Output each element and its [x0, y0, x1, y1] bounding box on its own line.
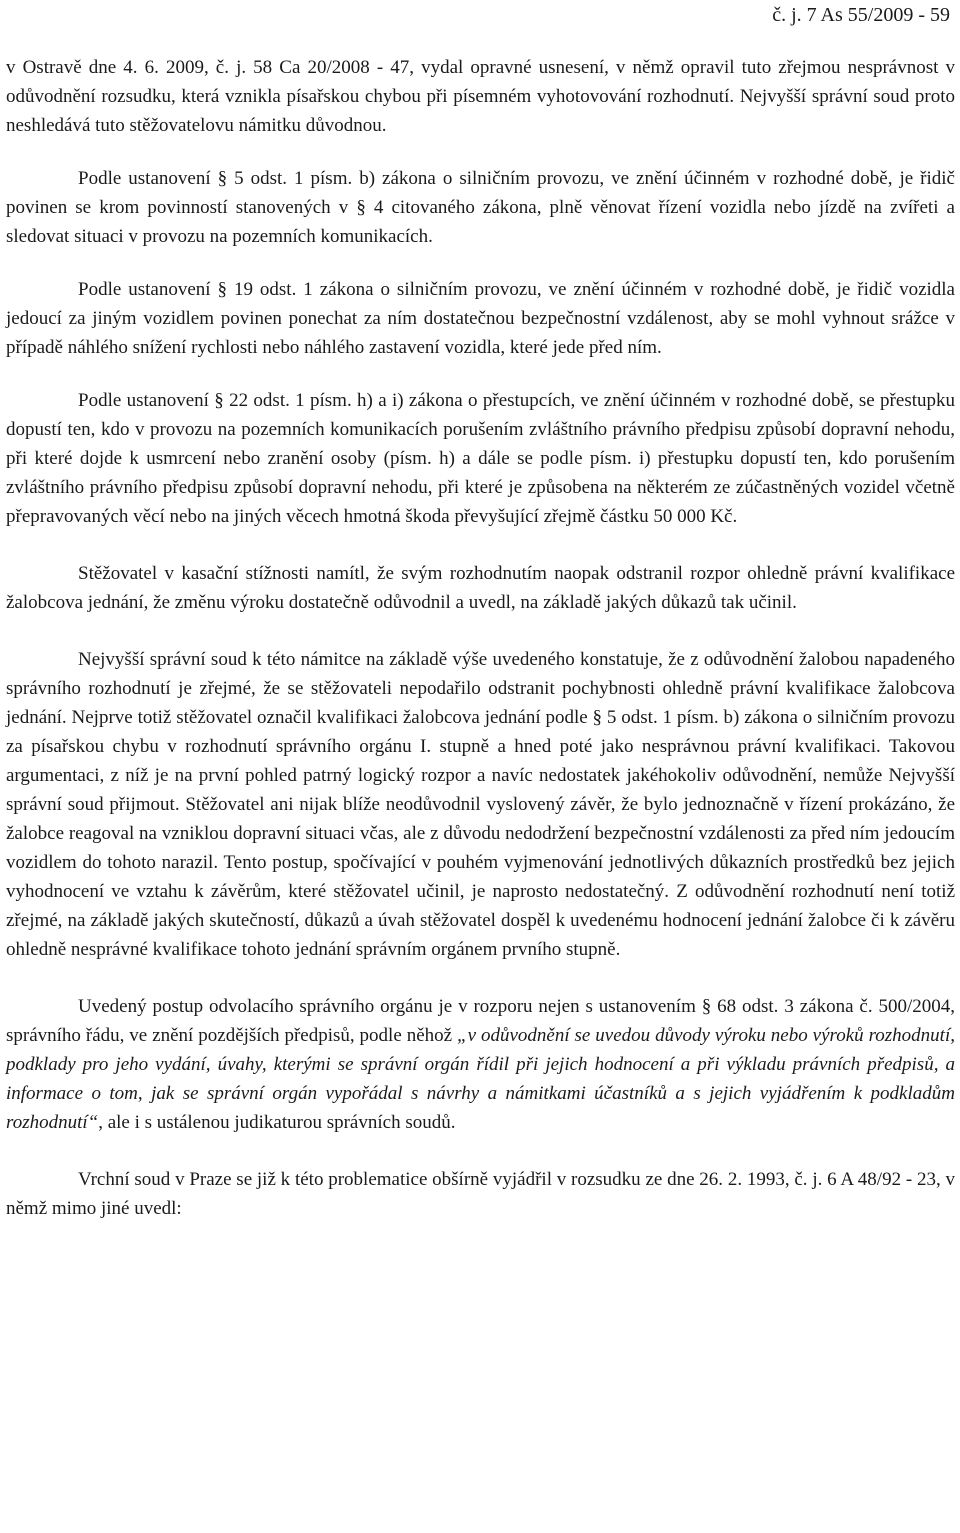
paragraph-3: Podle ustanovení § 19 odst. 1 zákona o silničním provozu, ve znění účinném v rozhodné době, je řidič vozidla jedoucí za jiným vozidlem povinen ponechat za ním dostatečnou bezpečnostní vzdálenost, aby se mohl vyhnout srážce v případě náhlého snížení rychlosti nebo náhlého zastavení vozidla, které jede před ním. — [6, 279, 955, 358]
paragraph-4: Podle ustanovení § 22 odst. 1 písm. h) a i) zákona o přestupcích, ve znění účinném v rozhodné době, se přestupku dopustí ten, kdo v provozu na pozemních komunikacích porušením zvláštního právního předpisu způsobí dopravní nehodu, při které dojde k usmrcení nebo zranění osoby (písm. h) a dále se podle písm. i) přestupku dopustí ten, kdo porušením zvláštního právního předpisu způsobí dopravní nehodu, při které je způsobena na některém ze zúčastněných vozidel včetně přepravovaných věcí nebo na jiných věcech hmotná škoda převyšující zřejmě částku 50 000 Kč. — [6, 390, 955, 527]
statutory-quote: „v odůvodnění se uvedou důvody výroku nebo výroků rozhodnutí, podklady pro jeho vydání, úvahy, kterými se správní orgán řídil při jejich hodnocení a při výkladu právních předpisů, a informace o tom, jak se správní orgán vypořádal s návrhy a námitkami účastníků a s jejich vyjádřením k podkladům rozhodnutí“ — [6, 1025, 955, 1133]
paragraph-7 — [6, 992, 955, 1137]
paragraph-6: Nejvyšší správní soud k této námitce na základě výše uvedeného konstatuje, že z odůvodnění žalobou napadeného správního rozhodnutí je zřejmé, že se stěžovateli nepodařilo odstranit pochybnosti ohledně právní kvalifikace žalobcova jednání. Nejprve totiž stěžovatel označil kvalifikaci žalobcova jednání podle § 5 odst. 1 písm. b) zákona o silničním provozu za písařskou chybu v rozhodnutí správního orgánu I. stupně a hned poté jako nesprávnou právní kvalifikaci. Takovou argumentaci, z níž je na první pohled patrný logický rozpor a navíc nedostatek jakéhokoliv odůvodnění, nemůže Nejvyšší správní soud přijmout. Stěžovatel ani nijak blíže neodůvodnil vyslovený závěr, že bylo jednoznačně v řízení prokázáno, že žalobce reagoval na vzniklou dopravní situaci včas, ale z důvodu nedodržení bezpečnostní vzdálenosti za před ním jedoucím vozidlem do tohoto narazil. Tento postup, spočívající v pouhém vyjmenování jednotlivých důkazních prostředků bez jejich vyhodnocení ve vztahu k závěrům, které stěžovatel učinil, je naprosto nedostatečný. Z odůvodnění rozhodnutí není totiž zřejmé, na základě jakých skutečností, důkazů a úvah stěžovatel dospěl k uvedenému hodnocení jednání žalobce či k závěru ohledně nesprávné kvalifikace tohoto jednání správním orgánem prvního stupně. — [6, 649, 955, 960]
paragraph-1: v Ostravě dne 4. 6. 2009, č. j. 58 Ca 20/2008 - 47, vydal opravné usnesení, v němž opravil tuto zřejmou nesprávnost v odůvodnění rozsudku, která vznikla písařskou chybou při písemném vyhotovování rozhodnutí. Nejvyšší správní soud proto neshledává tuto stěžovatelovu námitku důvodnou. — [6, 57, 955, 136]
paragraph-8: Vrchní soud v Praze se již k této problematice obšírně vyjádřil v rozsudku ze dne 26. 2. 1993, č. j. 6 A 48/92 - 23, v němž mimo jiné uvedl: — [6, 1169, 955, 1219]
paragraph-7-outro: , ale i s ustálenou judikaturou správních soudů. — [98, 1112, 456, 1133]
case-reference: č. j. 7 As 55/2009 - 59 — [772, 4, 950, 26]
paragraph-5: Stěžovatel v kasační stížnosti namítl, že svým rozhodnutím naopak odstranil rozpor ohledně právní kvalifikace žalobcova jednání, že změnu výroku dostatečně odůvodnil a uvedl, na základě jakých důkazů tak učinil. — [6, 563, 955, 613]
paragraph-2: Podle ustanovení § 5 odst. 1 písm. b) zákona o silničním provozu, ve znění účinném v rozhodné době, je řidič povinen se krom povinností stanovených v § 4 citovaného zákona, plně věnovat řízení vozidla nebo jízdě na zvířeti a sledovat situaci v provozu na pozemních komunikacích. — [6, 168, 955, 247]
paragraph-7-intro: Uvedený postup odvolacího správního orgánu je v rozporu nejen s ustanovením § 68 odst. 3 zákona č. 500/2004, správního řádu, ve znění pozdějších předpisů, podle něhož — [6, 996, 955, 1046]
document-body — [6, 53, 955, 1223]
